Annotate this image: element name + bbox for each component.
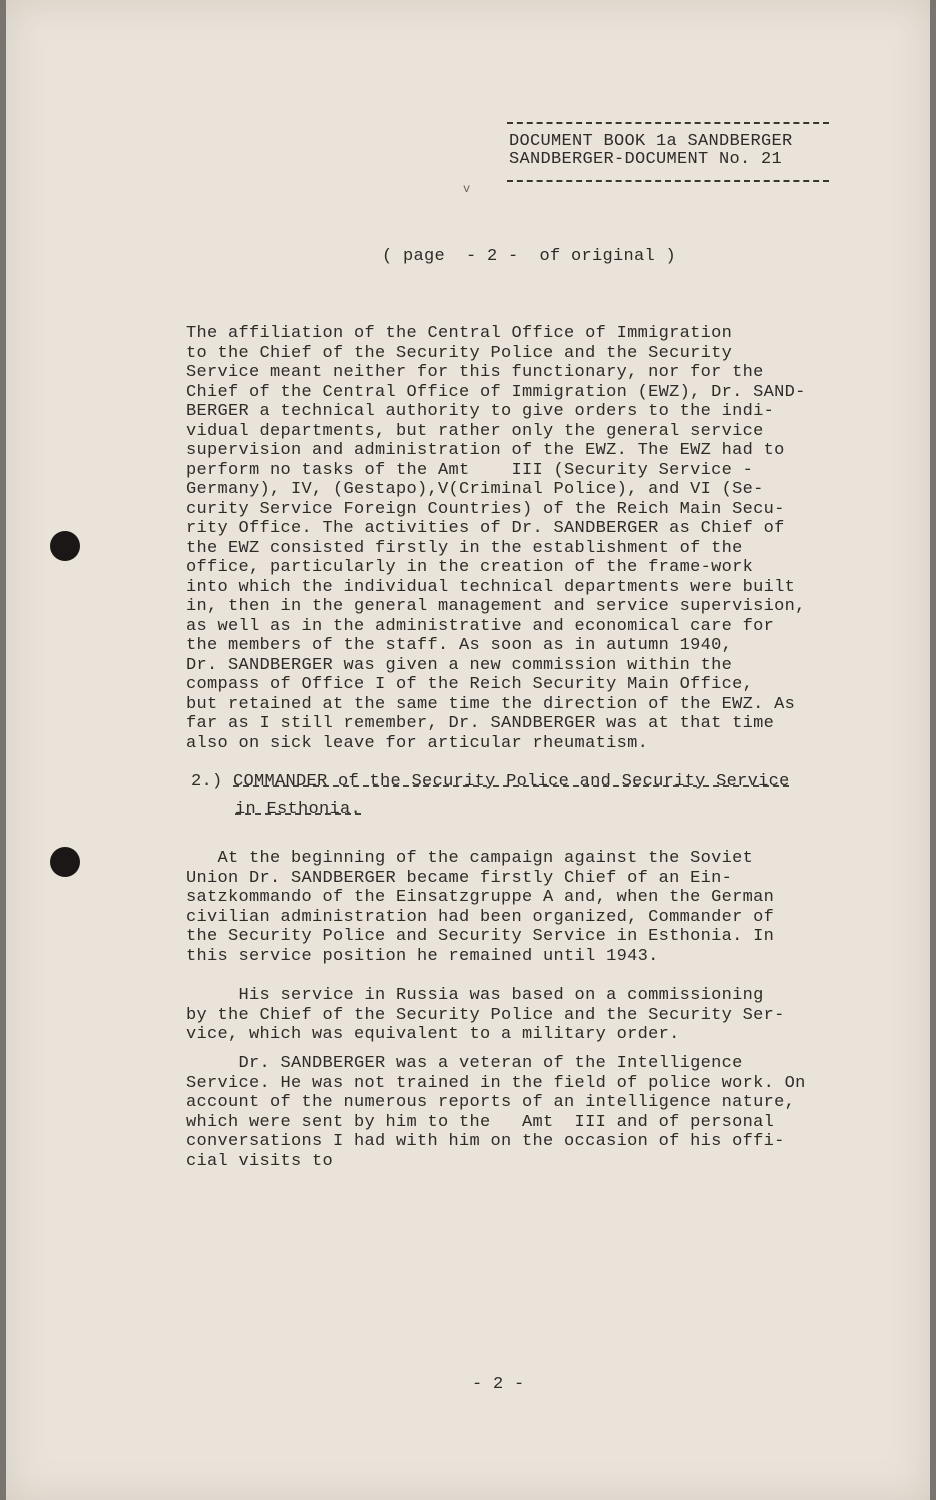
paragraph-russia-service: His service in Russia was based on a commissioning by the Chief of the Security Police and the Security Ser- vice, which was equivalent to a military order.: [186, 986, 785, 1044]
paragraph-esthonia-command: At the beginning of the campaign against the Soviet Union Dr. SANDBERGER became firstly Chief of an Ein- satzkommando of the Einsatzgruppe A and, when the German civilian administration had been organized, Commander of the Security Police and Security Service in Esthonia. In this service position he remained until 1943.: [186, 849, 775, 966]
punch-hole-upper: [50, 531, 80, 561]
section-2-heading: [191, 772, 790, 792]
document-number-label: SANDBERGER-DOCUMENT No. 21: [509, 150, 783, 169]
pencil-mark: v: [463, 182, 471, 196]
original-page-reference: ( page - 2 - of original ): [382, 247, 677, 266]
document-page: [6, 0, 930, 1500]
page-number: - 2 -: [472, 1375, 525, 1394]
paragraph-intelligence-veteran: Dr. SANDBERGER was a veteran of the Intelligence Service. He was not trained in the field of police work. On account of the numerous reports of an intelligence nature, which were sent by him to the Amt III and of personal conversations I had with him on the occasion of his offi- cial visits to: [186, 1054, 806, 1171]
paragraph-ewz-affiliation: The affiliation of the Central Office of Immigration to the Chief of the Security Police and the Security Service meant neither for this functionary, nor for the Chief of the Central Office of Immigration (EWZ), Dr. SAND- BERGER a technical authority to give orders to the indi- vidual departments, but rather only the general service supervision and administration of the EWZ. The EWZ had to perform no tasks of the Amt III (Security Service - Germany), IV, (Gestapo),V(Criminal Police), and VI (Se- curity Service Foreign Countries) of the Reich Main Secu- rity Office. The activities of Dr. SANDBERGER as Chief of the EWZ consisted firstly in the establishment of the office, particularly in the creation of the frame-work into which the individual technical departments were built in, then in the general management and service supervision, as well as in the administrative and economical care for the members of the staff. As soon as in autumn 1940, Dr. SANDBERGER was given a new commission within the compass of Office I of the Reich Security Main Office, but retained at the same time the direction of the EWZ. As far as I still remember, Dr. SANDBERGER was at that time also on sick leave for articular rheumatism.: [186, 324, 806, 753]
punch-hole-lower: [50, 847, 80, 877]
section-2-title-line1: COMMANDER of the Security Police and Security Service: [233, 772, 790, 791]
header-rule-top: [507, 122, 829, 124]
section-2-number: 2.): [191, 772, 223, 791]
header-rule-bottom: [507, 180, 829, 182]
document-book-label: DOCUMENT BOOK 1a SANDBERGER: [509, 132, 793, 151]
section-2-title-line2: in Esthonia.: [235, 800, 362, 819]
